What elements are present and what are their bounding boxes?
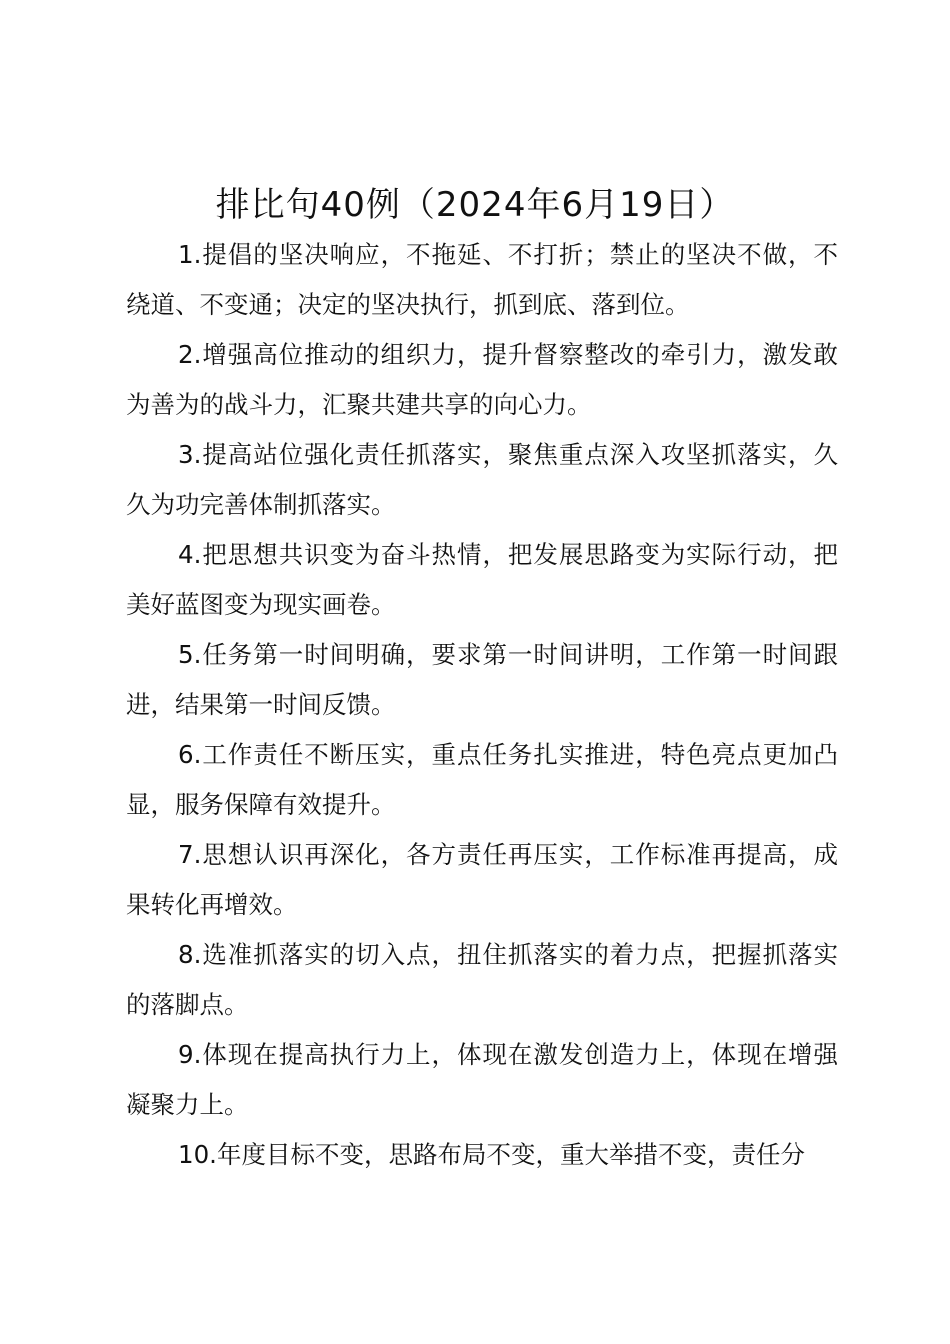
paragraph-5: 5.任务第一时间明确，要求第一时间讲明，工作第一时间跟进，结果第一时间反馈。 (126, 640, 838, 719)
paragraph-4: 4.把思想共识变为奋斗热情，把发展思路变为实际行动，把美好蓝图变为现实画卷。 (126, 540, 838, 619)
paragraph-6: 6.工作责任不断压实，重点任务扎实推进，特色亮点更加凸显，服务保障有效提升。 (126, 740, 838, 819)
paragraph-8: 8.选准抓落实的切入点，扭住抓落实的着力点，把握抓落实的落脚点。 (126, 940, 838, 1019)
paragraph-1: 1.提倡的坚决响应，不拖延、不打折；禁止的坚决不做，不绕道、不变通；决定的坚决执行，抓到底、落到位。 (126, 240, 838, 319)
paragraph-3: 3.提高站位强化责任抓落实，聚焦重点深入攻坚抓落实，久久为功完善体制抓落实。 (126, 440, 838, 519)
paragraph-10: 10.年度目标不变，思路布局不变，重大举措不变，责任分 (178, 1140, 805, 1169)
paragraph-7: 7.思想认识再深化，各方责任再压实，工作标准再提高，成果转化再增效。 (126, 840, 838, 919)
document-title: 排比句40例（2024年6月19日） (215, 185, 735, 225)
paragraph-2: 2.增强高位推动的组织力，提升督察整改的牵引力，激发敢为善为的战斗力，汇聚共建共享的向心力。 (126, 340, 838, 419)
document-body (126, 230, 838, 1180)
paragraph-9: 9.体现在提高执行力上，体现在激发创造力上，体现在增强凝聚力上。 (126, 1040, 838, 1119)
